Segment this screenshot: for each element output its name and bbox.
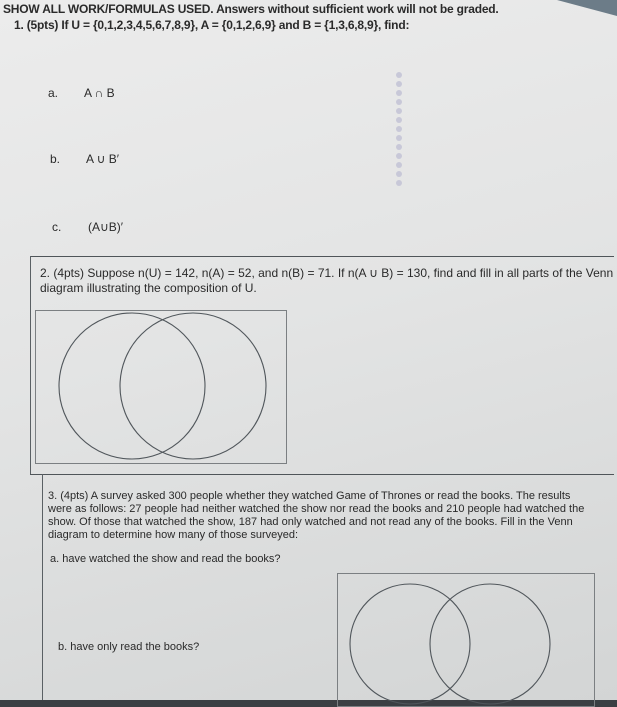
question-3-prompt: 3. (4pts) A survey asked 300 people whether they watched Game of Thrones or read the books. The results were as follows: 27 people had neither watched the show nor read the books and 210 people had watched the show. Of those that watched the show, 187 had only watched and not read any of the books. Fill in the Venn diagram to determine how many of those surveyed: xyxy=(48,490,585,541)
venn-circle-b xyxy=(120,313,266,459)
venn-circle-books xyxy=(430,584,550,704)
divider-q1-q2 xyxy=(30,256,614,257)
question-3-left-border xyxy=(42,474,43,700)
question-3-part-a: a. have watched the show and read the books? xyxy=(50,553,281,565)
part-expression: (A∪B)′ xyxy=(88,220,124,234)
part-label: b. xyxy=(50,152,61,166)
part-label: a. xyxy=(48,86,59,100)
question-3-part-b: b. have only read the books? xyxy=(58,641,200,653)
scroll-indicator-dots xyxy=(396,72,404,189)
divider-q2-q3 xyxy=(30,474,614,475)
venn-circle-a xyxy=(59,313,205,459)
question-2-left-border xyxy=(30,256,31,474)
question-1-part-c xyxy=(52,220,123,234)
question-2-prompt: 2. (4pts) Suppose n(U) = 142, n(A) = 52, and n(B) = 71. If n(A ∪ B) = 130, find and fill in all parts of the Venn diagram illustrating the composition of U. xyxy=(40,266,614,295)
background-corner xyxy=(557,0,617,16)
question-1-part-b xyxy=(50,152,119,166)
question-3-venn-diagram xyxy=(338,574,594,706)
part-expression: A ∪ B′ xyxy=(86,152,120,166)
question-1-prompt: 1. (5pts) If U = {0,1,2,3,4,5,6,7,8,9}, A = {0,1,2,6,9} and B = {1,3,6,8,9}, find: xyxy=(14,18,410,32)
part-expression: A ∩ B xyxy=(84,86,115,100)
question-1-part-a xyxy=(48,86,115,100)
question-2-venn-diagram xyxy=(36,311,286,463)
part-label: c. xyxy=(52,220,62,234)
venn-circle-show xyxy=(350,584,470,704)
page-header-instructions: SHOW ALL WORK/FORMULAS USED. Answers without sufficient work will not be graded. xyxy=(3,2,499,16)
